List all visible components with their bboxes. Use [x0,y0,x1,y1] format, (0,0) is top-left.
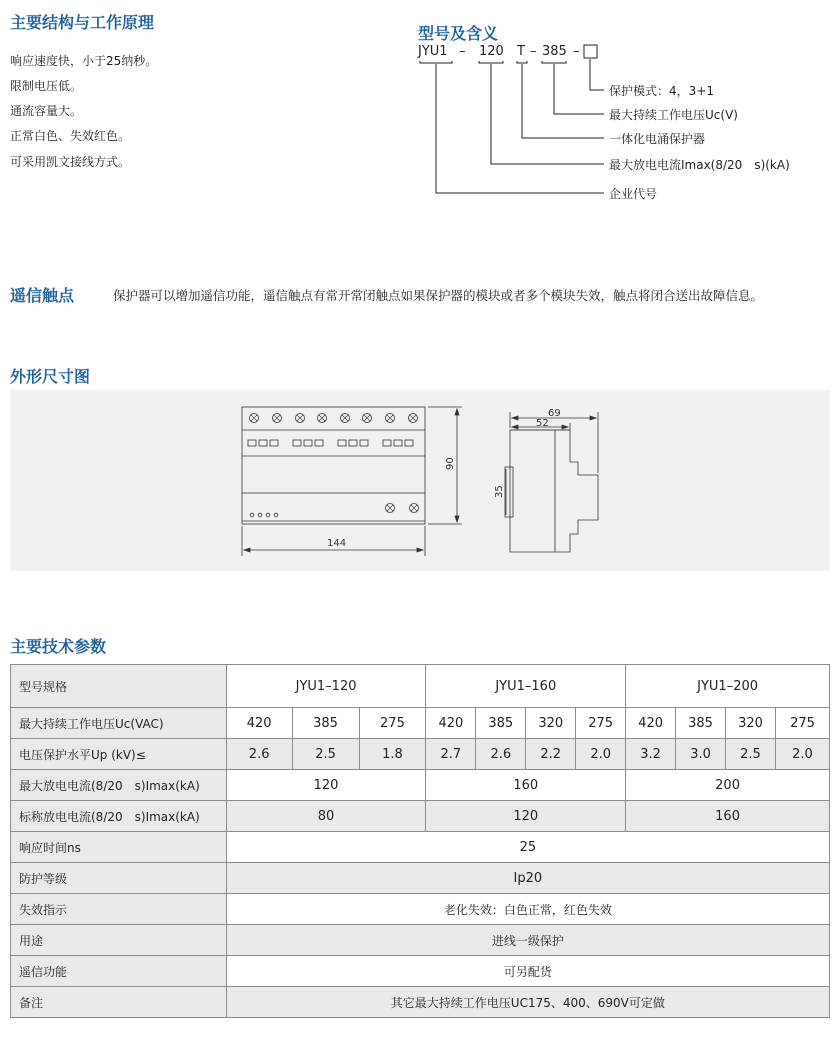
model-part-dash: – [459,44,466,59]
table-cell: 2.6 [226,739,292,770]
table-cell: 2.5 [292,739,359,770]
model-desc-mode: 保护模式：4，3+1 [609,84,714,98]
model-desc-uc: 最大持续工作电压Uc(V) [609,108,738,122]
remote-text: 保护器可以增加遥信功能，遥信触点有常开常闭触点如果保护器的模块或者多个模块失效，触点将闭合送出故障信息。 [113,288,764,303]
model-header: JYU1–120 [226,665,426,708]
table-cell: 2.5 [726,739,776,770]
list-item: 正常白色、失效红色。 [10,129,131,143]
row-label: 失效指示 [11,894,227,925]
table-cell: 120 [426,801,626,832]
row-label: 遥信功能 [11,956,227,987]
model-desc-imax: 最大放电电流Imax(8/20 s)(kA) [609,158,790,172]
table-row [11,739,830,770]
model-part-dash: – [573,44,580,59]
row-label: 电压保护水平Up (kV)≤ [11,739,227,770]
table-cell: 3.0 [676,739,726,770]
table-cell: 160 [626,801,830,832]
row-label: 备注 [11,987,227,1018]
table-cell: 420 [426,708,476,739]
list-item: 限制电压低。 [10,79,83,93]
table-cell: 160 [426,770,626,801]
outline-title: 外形尺寸图 [10,367,91,386]
table-cell: 老化失效：白色正常，红色失效 [226,894,829,925]
table-row [11,863,830,894]
table-cell: 120 [226,770,426,801]
table-row [11,801,830,832]
outline-drawing [0,390,840,571]
dim-depth-front-label: 52 [536,418,549,429]
specs-table [10,664,830,1018]
table-cell: 275 [359,708,426,739]
table-cell: 385 [292,708,359,739]
list-item: 通流容量大。 [10,104,83,118]
table-cell: 275 [576,708,626,739]
table-cell: 200 [626,770,830,801]
row-label: 最大持续工作电压Uc(VAC) [11,708,227,739]
table-cell: 2.0 [775,739,829,770]
table-cell: 385 [476,708,526,739]
table-cell: 420 [626,708,676,739]
table-cell: 2.0 [576,739,626,770]
mode-box [584,45,597,58]
dim-depth-total-label: 69 [548,408,561,419]
table-cell: 2.7 [426,739,476,770]
model-header: JYU1–200 [626,665,830,708]
table-cell: 420 [226,708,292,739]
table-row [11,832,830,863]
row-label: 响应时间ns [11,832,227,863]
table-cell: 25 [226,832,829,863]
specs-title: 主要技术参数 [10,637,107,656]
table-cell: 3.2 [626,739,676,770]
principle-title: 主要结构与工作原理 [10,13,155,32]
model-part-series: JYU1 [418,44,448,59]
row-label: 最大放电电流(8/20 s)Imax(kA) [11,770,227,801]
model-part-dash: – [530,44,537,59]
table-cell: 2.2 [526,739,576,770]
model-part-voltage: 385 [542,44,567,59]
row-label: 标称放电电流(8/20 s)Imax(kA) [11,801,227,832]
list-item: 可采用凯文接线方式。 [10,155,131,169]
row-label: 用途 [11,925,227,956]
table-cell: 80 [226,801,426,832]
table-cell: 320 [726,708,776,739]
table-cell: 320 [526,708,576,739]
model-part-current: 120 [479,44,504,59]
table-cell: 可另配货 [226,956,829,987]
table-cell: 1.8 [359,739,426,770]
table-row [11,894,830,925]
table-row [11,708,830,739]
table-row [11,987,830,1018]
model-desc-company: 企业代号 [609,187,658,201]
model-part-type: T [517,44,525,59]
dim-height-label: 90 [445,457,456,470]
list-item: 响应速度快，小于25纳秒。 [10,54,158,68]
row-label: 防护等级 [11,863,227,894]
table-cell: 其它最大持续工作电压UC175、400、690V可定做 [226,987,829,1018]
table-row [11,665,830,708]
table-row [11,956,830,987]
dim-rail-label: 35 [494,485,505,498]
table-cell: 275 [775,708,829,739]
table-cell: 385 [676,708,726,739]
table-cell: 2.6 [476,739,526,770]
model-desc-type: 一体化电涌保护器 [609,132,706,146]
table-cell: Ip20 [226,863,829,894]
row-label: 型号规格 [11,665,227,708]
table-row [11,770,830,801]
model-header: JYU1–160 [426,665,626,708]
table-row [11,925,830,956]
remote-title: 遥信触点 [10,286,75,305]
model-leader-lines [0,0,840,210]
model-title: 型号及含义 [418,24,499,43]
dim-width-label: 144 [327,538,347,549]
table-cell: 进线一级保护 [226,925,829,956]
